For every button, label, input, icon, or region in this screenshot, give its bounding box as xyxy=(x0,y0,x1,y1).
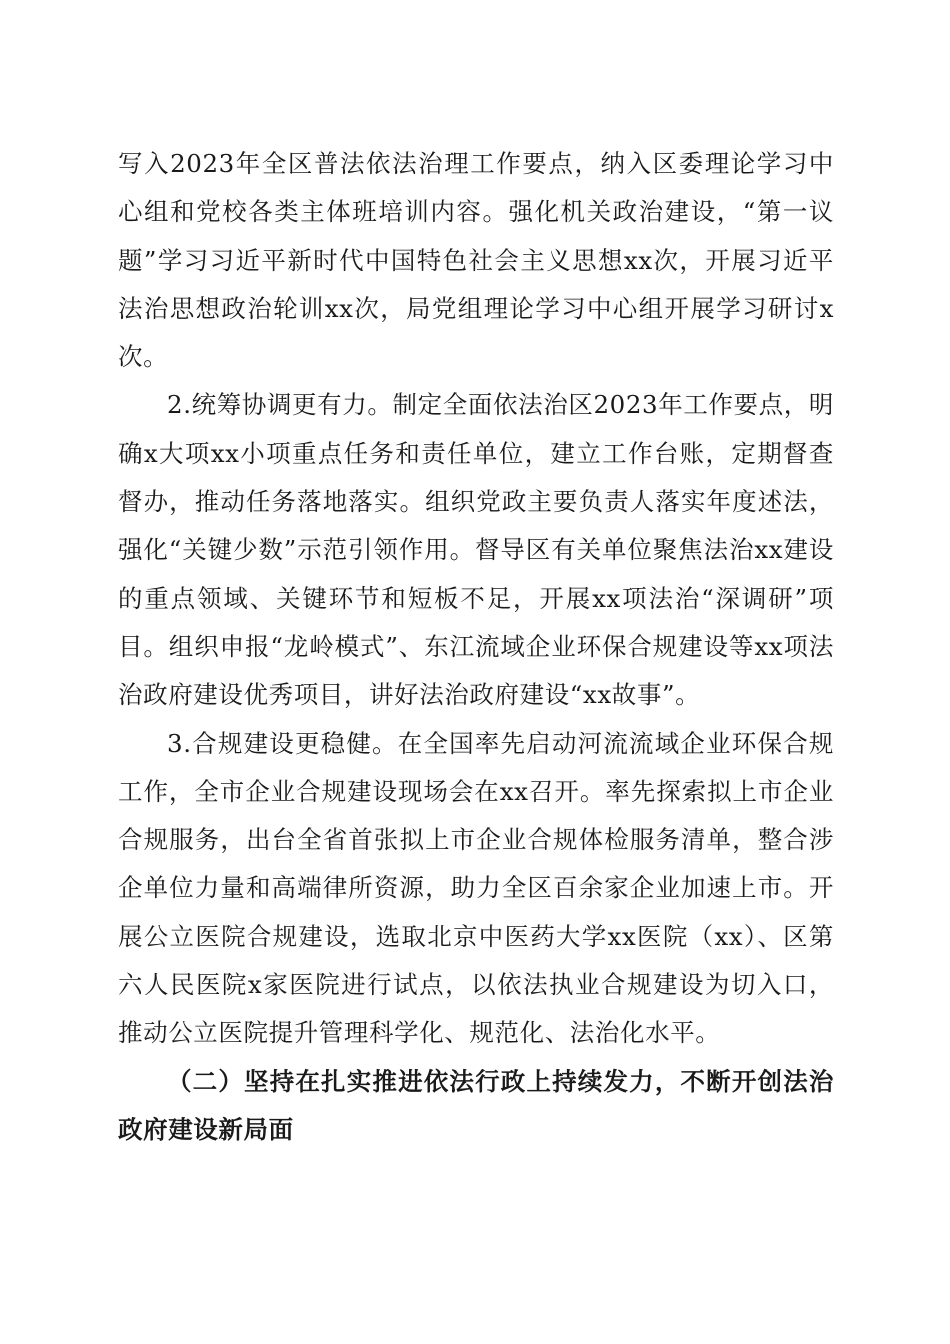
paragraph-continued: 写入2023年全区普法依法治理工作要点，纳入区委理论学习中心组和党校各类主体班培训内容。强化机关政治建设，“第一议题”学习习近平新时代中国特色社会主义思想xx次，开展习近平法治思想政治轮训xx次，局党组理论学习中心组开展学习研讨x次。 xyxy=(118,149,834,372)
paragraph-coordination: 2.统筹协调更有力。制定全面依法治区2023年工作要点，明确x大项xx小项重点任务和责任单位，建立工作台账，定期督查督办，推动任务落地落实。组织党政主要负责人落实年度述法，强化“关键少数”示范引领作用。督导区有关单位聚焦法治xx建设的重点领域、关键环节和短板不足，开展xx项法治“深调研”项目。组织申报“龙岭模式”、东江流域企业环保合规建设等xx项法治政府建设优秀项目，讲好法治政府建设“xx故事”。 xyxy=(118,390,834,710)
section-heading: （二）坚持在扎实推进依法行政上持续发力，不断开创法治政府建设新局面 xyxy=(118,1066,834,1144)
document-body xyxy=(118,140,834,1154)
paragraph-compliance: 3.合规建设更稳健。在全国率先启动河流流域企业环保合规工作，全市企业合规建设现场会在xx召开。率先探索拟上市企业合规服务，出台全省首张拟上市企业合规体检服务清单，整合涉企单位力量和高端律所资源，助力全区百余家企业加速上市。开展公立医院合规建设，选取北京中医药大学xx医院（xx）、区第六人民医院x家医院进行试点，以依法执业合规建设为切入口，推动公立医院提升管理科学化、规范化、法治化水平。 xyxy=(118,728,834,1048)
